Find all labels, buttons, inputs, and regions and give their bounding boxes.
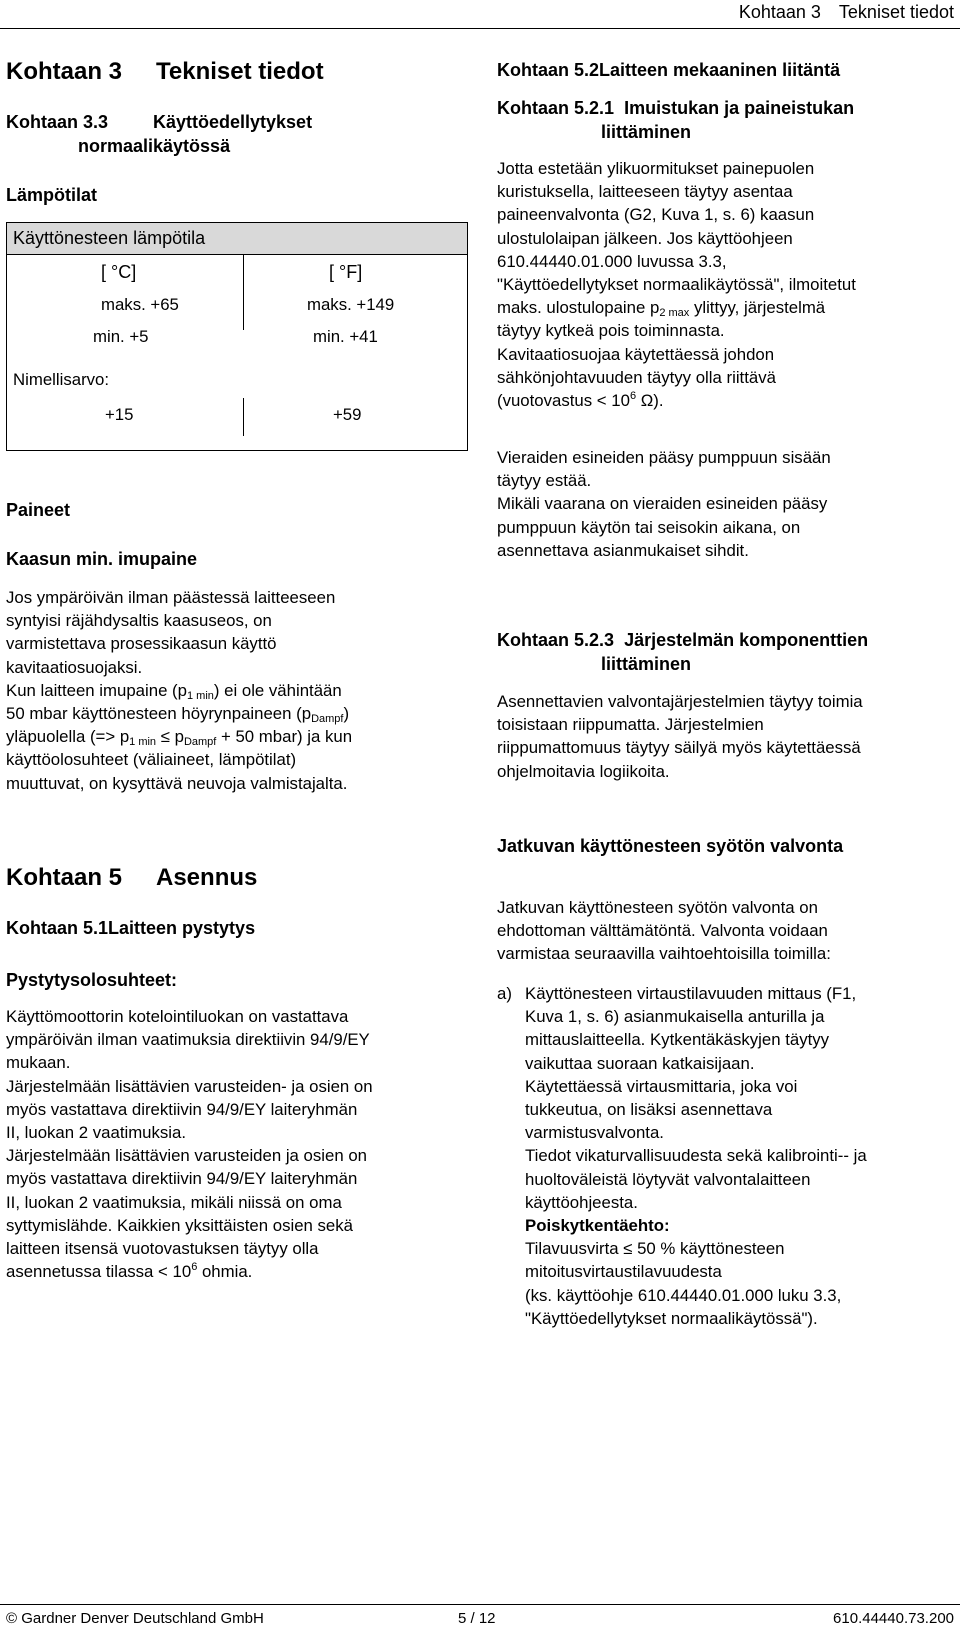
text-line: [6, 702, 466, 725]
section-5-heading: [6, 864, 257, 892]
list-marker: a): [497, 984, 512, 1003]
footer-company: © Gardner Denver Deutschland GmbH: [6, 1610, 264, 1627]
page-header: [739, 2, 954, 23]
min-fahrenheit: min. +41: [313, 327, 378, 346]
list-item-body: [525, 982, 937, 1330]
text-line: paineenvalvonta (G2, Kuva 1, s. 6) kaasun: [497, 205, 815, 225]
supply-monitoring-heading: Jatkuvan käyttönesteen syötön valvonta: [497, 836, 844, 856]
text-line: Järjestelmään lisättävien varusteiden ja osien on: [6, 1146, 368, 1166]
text-line: täytyy kytkeä pois toiminnasta.: [497, 321, 725, 341]
subscript: 1 min: [186, 689, 214, 702]
text-line: Asennettavien valvontajärjestelmien täytyy toimia: [497, 692, 863, 711]
section-3-3-title-line1: Käyttöedellytykset: [153, 112, 313, 132]
nominal-celsius: +15: [105, 405, 134, 424]
text-line: muuttuvat, on kysyttävä neuvoja valmistajalta.: [6, 773, 348, 793]
text-run: asennetussa tilassa < 10: [6, 1262, 192, 1282]
text-line: [497, 296, 937, 319]
text-line: ulostulolaipan jälkeen. Jos käyttöohjeen: [497, 228, 793, 248]
text-line: kavitaatiosuojaksi.: [6, 657, 143, 677]
text-run: ylittyy, järjestelmä: [689, 298, 826, 318]
text-line: Tilavuusvirta ≤ 50 % käyttönesteen: [525, 1239, 785, 1259]
header-title: Tekniset tiedot: [838, 2, 954, 22]
superscript: 6: [191, 1261, 198, 1274]
text-line: Jos ympäröivän ilman päästessä laitteeseen: [6, 588, 336, 607]
temperature-table: [6, 222, 468, 451]
text-line: Käyttömoottorin kotelointiluokan on vastattava: [6, 1007, 349, 1026]
text-line: käyttöolosuhteet (väliaineet, lämpötilat): [6, 750, 297, 770]
text-line: II, luokan 2 vaatimuksia, mikäli niissä on oma: [6, 1192, 342, 1212]
nominal-label: Nimellisarvo:: [13, 370, 110, 389]
pressures-heading: Paineet: [6, 500, 71, 520]
text-line: myös vastattava direktiivin 94/9/EY laiteryhmän: [6, 1169, 358, 1189]
section-5-2-3-title: Järjestelmän komponenttien liittäminen: [601, 630, 869, 674]
suction-discharge-paragraph: [497, 157, 937, 412]
text-line: pumppuun käytön tai seisokin aikana, on: [497, 517, 801, 537]
max-celsius: maks. +65: [101, 295, 179, 314]
text-line: (ks. käyttöohje 610.44440.01.000 luku 3.3,: [525, 1285, 842, 1305]
text-line: [6, 1260, 468, 1283]
nominal-fahrenheit: +59: [333, 405, 362, 424]
text-line: "Käyttöedellytykset normaalikäytössä", ilmoitetut: [497, 275, 856, 295]
text-line: varmistaa seuraavilla vaihtoehtoisilla toimilla:: [497, 944, 831, 964]
section-5-number: Kohtaan 5: [6, 864, 123, 891]
text-line: myös vastattava direktiivin 94/9/EY laiteryhmän: [6, 1099, 358, 1119]
text-line: Tiedot vikaturvallisuudesta sekä kalibrointi-- ja: [525, 1146, 867, 1166]
installation-conditions-heading: Pystytysolosuhteet:: [6, 970, 178, 990]
header-section: Kohtaan 3: [738, 2, 821, 22]
text-line: Järjestelmään lisättävien varusteiden- ja osien on: [6, 1076, 373, 1096]
text-line: käyttöohjeesta.: [525, 1192, 638, 1212]
section-5-2-1-heading: [497, 96, 937, 144]
list-item-a: [497, 982, 937, 1330]
section-5-2-3-number: Kohtaan 5.2.3: [497, 630, 615, 650]
text-line: sähkönjohtavuuden täytyy olla riittävä: [497, 367, 776, 387]
text-line: [6, 679, 466, 702]
subscript: 1 min: [129, 736, 157, 749]
text-line: Vieraiden esineiden pääsy pumppuun sisään: [497, 448, 831, 467]
header-rule: [0, 28, 960, 29]
max-fahrenheit: maks. +149: [307, 295, 395, 314]
superscript: 6: [629, 390, 637, 403]
text-line: syntyisi räjähdysaltis kaasuseos, on: [6, 611, 272, 631]
text-run: maks. ulostulopaine p: [497, 298, 660, 318]
text-line: Jotta estetään ylikuormitukset painepuolen: [497, 159, 815, 178]
section-5-2-1-title: Imuistukan ja paineistukan liittäminen: [601, 98, 855, 142]
temperature-table-heading: Käyttönesteen lämpötila: [7, 223, 467, 255]
section-3-title: Tekniset tiedot: [156, 58, 324, 85]
footer-doc-number: 610.44440.73.200: [833, 1610, 954, 1627]
text-line: [497, 389, 937, 412]
text-line: varmistettava prosessikaasun käyttö: [6, 634, 277, 654]
text-line: riippumattomuus täytyy säilyä myös käytettäessä: [497, 738, 861, 758]
section-5-title: Asennus: [156, 864, 258, 891]
text-line: laitteen itsensä vuotovastuksen täytyy olla: [6, 1239, 319, 1259]
text-line: Kavitaatiosuojaa käytettäessä johdon: [497, 344, 775, 364]
section-5-2-3-heading: [497, 628, 937, 676]
temperatures-heading: Lämpötilat: [6, 185, 98, 205]
text-run: + 50 mbar) ja kun: [216, 727, 353, 747]
components-paragraph: [497, 690, 937, 783]
text-run: (vuotovastus < 10: [497, 391, 630, 411]
section-5-2-heading: Kohtaan 5.2Laitteen mekaaninen liitäntä: [497, 60, 841, 80]
table-divider-upper: [243, 255, 244, 330]
text-run: yläpuolella (=> p: [6, 727, 130, 747]
text-run: ) ei ole vähintään: [213, 680, 342, 700]
text-line: Käyttönesteen virtaustilavuuden mittaus (F1,: [525, 984, 857, 1003]
text-line: mittauslaitteella. Kytkentäkäskyjen täytyy: [525, 1030, 830, 1050]
text-line: tukkeutua, on lisäksi asennettava: [525, 1100, 773, 1120]
text-line: II, luokan 2 vaatimuksia.: [6, 1123, 187, 1143]
text-run: 50 mbar käyttönesteen höyrynpaineen (p: [6, 704, 312, 724]
text-run: Ω).: [636, 391, 664, 411]
section-3-3-heading: [6, 110, 406, 158]
installation-paragraph: [6, 1005, 468, 1283]
text-run: ≤ p: [156, 727, 184, 747]
footer-rule: [0, 1604, 960, 1605]
section-5-2-1-number: Kohtaan 5.2.1: [497, 98, 615, 118]
table-divider-lower: [243, 398, 244, 436]
text-line: vaikuttaa suoraan katkaisijaan.: [525, 1053, 755, 1073]
text-line: "Käyttöedellytykset normaalikäytössä").: [525, 1308, 818, 1328]
section-3-number: Kohtaan 3: [6, 58, 123, 85]
text-line: 610.44440.01.000 luvussa 3.3,: [497, 251, 727, 271]
text-line: Mikäli vaarana on vieraiden esineiden pääsy: [497, 494, 828, 514]
section-3-3-title-line2: normaalikäytössä: [78, 136, 231, 156]
supply-monitoring-paragraph: [497, 896, 937, 966]
text-line: täytyy estää.: [497, 471, 592, 491]
section-5-1-heading: Kohtaan 5.1Laitteen pystytys: [6, 918, 256, 938]
gas-min-pressure-heading: Kaasun min. imupaine: [6, 549, 198, 569]
text-line: varmistusvalvonta.: [525, 1123, 664, 1143]
text-line: syttymislähde. Kaikkien yksittäisten osien sekä: [6, 1215, 353, 1235]
foreign-objects-paragraph: [497, 446, 937, 562]
text-line: Jatkuvan käyttönesteen syötön valvonta on: [497, 898, 818, 917]
subscript: Dampf: [183, 736, 217, 749]
text-run: Kun laitteen imupaine (p: [6, 680, 187, 700]
text-line: huoltoväleistä löytyvät valvontalaitteen: [525, 1169, 811, 1189]
text-line: [6, 725, 466, 748]
text-line: ympäröivän ilman vaatimuksia direktiivin 94/9/EY: [6, 1030, 370, 1050]
text-line: asennettava asianmukaiset sihdit.: [497, 540, 749, 560]
text-line: mukaan.: [6, 1053, 71, 1073]
min-celsius: min. +5: [93, 327, 149, 346]
subscript: 2 max: [659, 307, 690, 320]
section-3-heading: [6, 58, 324, 86]
subscript: Dampf: [311, 713, 344, 726]
section-3-3-number: Kohtaan 3.3: [6, 112, 109, 132]
gas-paragraph-1: [6, 586, 466, 795]
text-line: ohjelmoitavia logiikoita.: [497, 761, 670, 781]
text-run: ohmia.: [197, 1262, 253, 1282]
text-line: toisistaan riippumatta. Järjestelmien: [497, 715, 764, 735]
footer-page-number: 5 / 12: [458, 1610, 496, 1627]
text-run: ): [343, 704, 350, 724]
text-line: kuristuksella, laitteeseen täytyy asentaa: [497, 182, 793, 202]
unit-fahrenheit: [ °F]: [329, 262, 363, 282]
text-line: mitoitusvirtaustilavuudesta: [525, 1262, 722, 1282]
text-line: Kuva 1, s. 6) asianmukaisella anturilla ja: [525, 1007, 825, 1027]
unit-celsius: [ °C]: [101, 262, 137, 282]
text-line: ehdottoman välttämätöntä. Valvonta voidaan: [497, 921, 828, 941]
text-line: Käytettäessä virtausmittaria, joka voi: [525, 1076, 798, 1096]
cutoff-condition-heading: Poiskytkentäehto:: [525, 1216, 670, 1236]
